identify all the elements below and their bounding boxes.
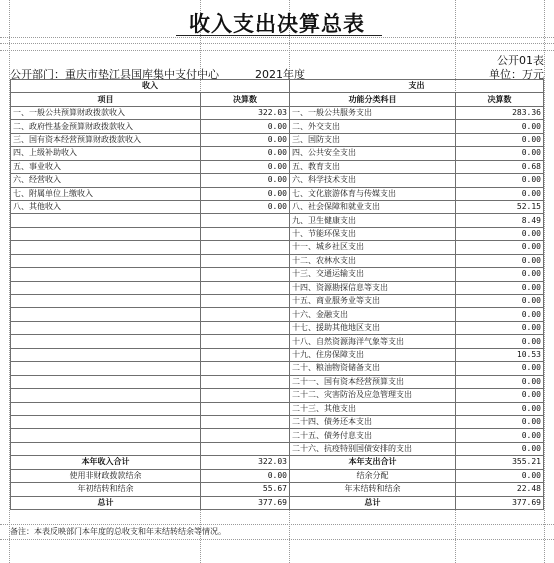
- income-value: 0.00: [201, 147, 290, 160]
- income-value: 322.03: [201, 106, 290, 119]
- income-expense-table: [10, 79, 544, 510]
- expense-item: 二、外交支出: [290, 120, 456, 133]
- expense-value: 0.00: [456, 415, 544, 428]
- expense-item: 十七、援助其他地区支出: [290, 321, 456, 334]
- income-item: [11, 415, 201, 428]
- income-item: 六、经营收入: [11, 174, 201, 187]
- expense-item: 四、公共安全支出: [290, 147, 456, 160]
- table-row: [11, 362, 544, 375]
- expense-item: 三、国防支出: [290, 133, 456, 146]
- summary-income-label: 使用非财政拨款结余: [11, 469, 201, 482]
- expense-value: 0.00: [456, 295, 544, 308]
- form-number: 公开01表: [497, 54, 544, 67]
- table-row: [11, 268, 544, 281]
- table-row: [11, 106, 544, 119]
- table-row: [11, 442, 544, 455]
- expense-value: 0.68: [456, 160, 544, 173]
- summary-income-value: 0.00: [201, 469, 290, 482]
- income-value: [201, 281, 290, 294]
- income-value: [201, 254, 290, 267]
- col-amount-2: 决算数: [456, 93, 544, 106]
- summary-income-value: 377.69: [201, 496, 290, 509]
- expense-item: 七、文化旅游体育与传媒支出: [290, 187, 456, 200]
- expense-value: 0.00: [456, 335, 544, 348]
- income-value: [201, 402, 290, 415]
- expense-item: 二十五、债务付息支出: [290, 429, 456, 442]
- income-item: [11, 281, 201, 294]
- summary-income-label: 年初结转和结余: [11, 483, 201, 496]
- income-value: [201, 442, 290, 455]
- table-row: [11, 147, 544, 160]
- table-row: [11, 429, 544, 442]
- income-item: [11, 375, 201, 388]
- income-item: [11, 335, 201, 348]
- col-amount: 决算数: [201, 93, 290, 106]
- expense-value: 0.00: [456, 389, 544, 402]
- table-row: [11, 187, 544, 200]
- income-item: [11, 227, 201, 240]
- income-value: 0.00: [201, 174, 290, 187]
- expense-value: 0.00: [456, 120, 544, 133]
- expense-value: 0.00: [456, 227, 544, 240]
- income-value: 0.00: [201, 200, 290, 213]
- table-row: [11, 227, 544, 240]
- unit-label: 单位：万元: [489, 68, 544, 81]
- income-item: [11, 348, 201, 361]
- summary-expense-value: 0.00: [456, 469, 544, 482]
- income-value: 0.00: [201, 133, 290, 146]
- income-item: [11, 321, 201, 334]
- expense-value: 0.00: [456, 187, 544, 200]
- summary-expense-label: 总计: [290, 496, 456, 509]
- income-item: [11, 308, 201, 321]
- income-value: [201, 321, 290, 334]
- expense-item: 二十六、抗疫特别国债安排的支出: [290, 442, 456, 455]
- expense-value: 0.00: [456, 308, 544, 321]
- summary-expense-label: 本年支出合计: [290, 456, 456, 469]
- income-item: 七、附属单位上缴收入: [11, 187, 201, 200]
- table-row: [11, 321, 544, 334]
- table-row: [11, 348, 544, 361]
- income-item: [11, 362, 201, 375]
- income-item: [11, 214, 201, 227]
- expense-item: 十八、自然资源海洋气象等支出: [290, 335, 456, 348]
- income-value: [201, 241, 290, 254]
- summary-expense-label: 结余分配: [290, 469, 456, 482]
- income-value: [201, 429, 290, 442]
- income-item: [11, 429, 201, 442]
- expense-value: 0.00: [456, 147, 544, 160]
- expense-item: 十一、城乡社区支出: [290, 241, 456, 254]
- income-value: [201, 295, 290, 308]
- expense-value: 0.00: [456, 362, 544, 375]
- income-value: 0.00: [201, 120, 290, 133]
- expense-value: 0.00: [456, 174, 544, 187]
- summary-income-label: 本年收入合计: [11, 456, 201, 469]
- income-value: 0.00: [201, 160, 290, 173]
- report-year: 2021年度: [255, 68, 305, 81]
- income-value: [201, 308, 290, 321]
- expense-item: 二十、粮油物资储备支出: [290, 362, 456, 375]
- expense-value: 0.00: [456, 442, 544, 455]
- expense-value: 0.00: [456, 402, 544, 415]
- table-row: [11, 133, 544, 146]
- expense-item: 六、科学技术支出: [290, 174, 456, 187]
- col-item: 项目: [11, 93, 201, 106]
- expense-item: 十五、商业服务业等支出: [290, 295, 456, 308]
- income-item: 五、事业收入: [11, 160, 201, 173]
- summary-income-value: 322.03: [201, 456, 290, 469]
- income-value: [201, 335, 290, 348]
- page-guide: [0, 43, 554, 44]
- report-title: 收入支出决算总表: [189, 12, 365, 36]
- table-row: [11, 415, 544, 428]
- income-item: [11, 295, 201, 308]
- income-item: [11, 241, 201, 254]
- expense-item: 十六、金融支出: [290, 308, 456, 321]
- summary-row: [11, 496, 544, 509]
- income-item: [11, 402, 201, 415]
- income-header: 收入: [11, 80, 290, 93]
- income-value: [201, 415, 290, 428]
- section-header-row: [11, 80, 544, 93]
- expense-item: 二十四、债务还本支出: [290, 415, 456, 428]
- department-label: 公开部门：重庆市垫江县国库集中支付中心: [10, 68, 219, 81]
- expense-item: 五、教育支出: [290, 160, 456, 173]
- summary-expense-label: 年末结转和结余: [290, 483, 456, 496]
- table-row: [11, 160, 544, 173]
- income-value: [201, 227, 290, 240]
- table-row: [11, 335, 544, 348]
- table-row: [11, 214, 544, 227]
- expense-value: 8.49: [456, 214, 544, 227]
- expense-item: 十四、资源勘探信息等支出: [290, 281, 456, 294]
- income-item: 三、国有资本经营预算财政拨款收入: [11, 133, 201, 146]
- title-underline: [176, 35, 382, 36]
- expense-value: 52.15: [456, 200, 544, 213]
- income-item: 二、政府性基金预算财政拨款收入: [11, 120, 201, 133]
- expense-value: 10.53: [456, 348, 544, 361]
- income-item: [11, 254, 201, 267]
- expense-value: 0.00: [456, 375, 544, 388]
- expense-item: 九、卫生健康支出: [290, 214, 456, 227]
- income-value: [201, 214, 290, 227]
- summary-income-label: 总计: [11, 496, 201, 509]
- expense-item: 一、一般公共服务支出: [290, 106, 456, 119]
- expense-item: 二十三、其他支出: [290, 402, 456, 415]
- table-row: [11, 308, 544, 321]
- summary-expense-value: 355.21: [456, 456, 544, 469]
- table-row: [11, 200, 544, 213]
- table-row: [11, 389, 544, 402]
- table-row: [11, 295, 544, 308]
- summary-row: [11, 483, 544, 496]
- expense-value: 0.00: [456, 241, 544, 254]
- expense-header: 支出: [290, 80, 544, 93]
- table-row: [11, 174, 544, 187]
- expense-item: 十、节能环保支出: [290, 227, 456, 240]
- income-value: [201, 268, 290, 281]
- income-item: 四、上级补助收入: [11, 147, 201, 160]
- page-guide: [0, 524, 554, 525]
- expense-item: 十九、住房保障支出: [290, 348, 456, 361]
- expense-value: 0.00: [456, 268, 544, 281]
- page-guide: [544, 0, 545, 563]
- expense-value: 283.36: [456, 106, 544, 119]
- page-guide: [0, 539, 554, 540]
- summary-expense-value: 377.69: [456, 496, 544, 509]
- income-value: [201, 389, 290, 402]
- expense-item: 二十二、灾害防治及应急管理支出: [290, 389, 456, 402]
- table-row: [11, 402, 544, 415]
- summary-row: [11, 469, 544, 482]
- expense-item: 二十一、国有资本经营预算支出: [290, 375, 456, 388]
- footnote: 备注：本表反映部门本年度的总收支和年末结转结余等情况。: [10, 527, 226, 536]
- income-item: [11, 268, 201, 281]
- expense-value: 0.00: [456, 429, 544, 442]
- income-item: [11, 389, 201, 402]
- column-header-row: [11, 93, 544, 106]
- income-item: [11, 442, 201, 455]
- col-func-item: 功能分类科目: [290, 93, 456, 106]
- page-guide: [0, 50, 554, 51]
- table-row: [11, 281, 544, 294]
- table-row: [11, 375, 544, 388]
- table-row: [11, 241, 544, 254]
- income-value: 0.00: [201, 187, 290, 200]
- summary-expense-value: 22.48: [456, 483, 544, 496]
- income-value: [201, 375, 290, 388]
- summary-income-value: 55.67: [201, 483, 290, 496]
- expense-value: 0.00: [456, 254, 544, 267]
- income-item: 八、其他收入: [11, 200, 201, 213]
- expense-item: 十二、农林水支出: [290, 254, 456, 267]
- income-value: [201, 348, 290, 361]
- expense-value: 0.00: [456, 133, 544, 146]
- income-value: [201, 362, 290, 375]
- expense-item: 十三、交通运输支出: [290, 268, 456, 281]
- income-item: 一、一般公共预算财政拨款收入: [11, 106, 201, 119]
- expense-value: 0.00: [456, 281, 544, 294]
- expense-value: 0.00: [456, 321, 544, 334]
- table-row: [11, 254, 544, 267]
- expense-item: 八、社会保障和就业支出: [290, 200, 456, 213]
- table-row: [11, 120, 544, 133]
- summary-row: [11, 456, 544, 469]
